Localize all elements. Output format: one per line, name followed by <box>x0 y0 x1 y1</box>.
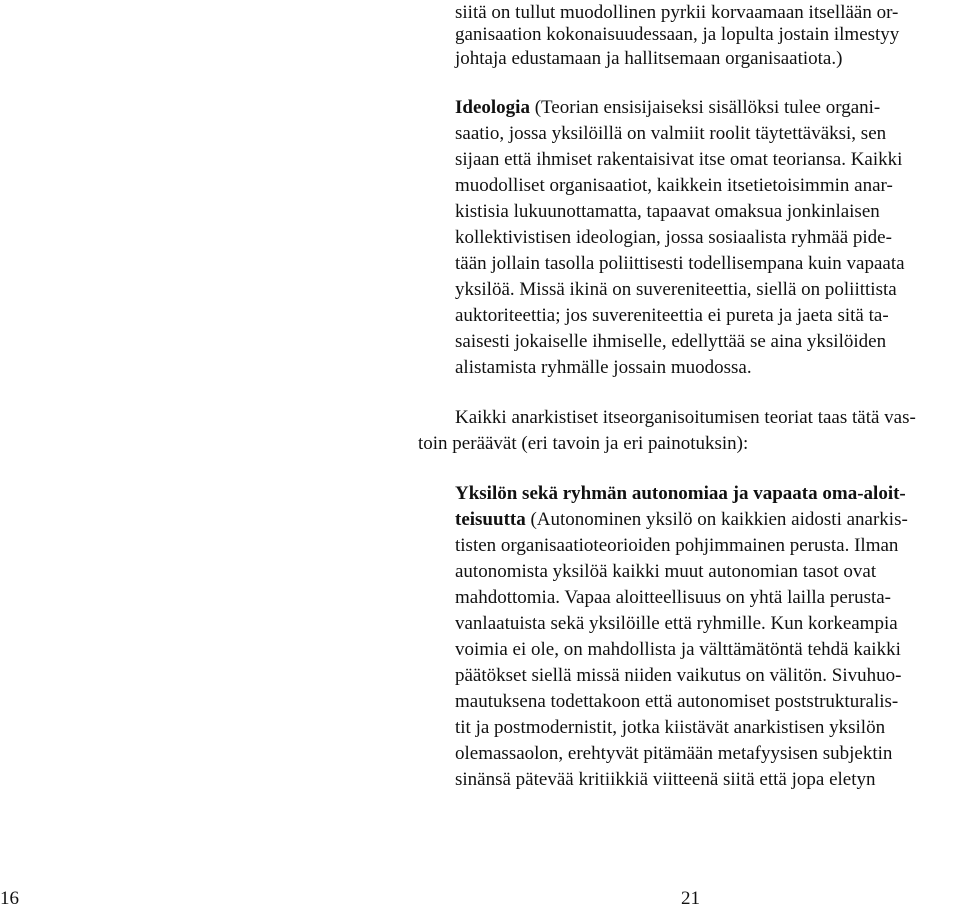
paragraph-line: saatio, jossa yksilöillä on valmiit roolit täytettäväksi, sen <box>455 123 887 144</box>
paragraph-text: (Autonominen yksilö on kaikkien aidosti anarkis- <box>525 509 908 530</box>
paragraph-line: yksilöä. Missä ikinä on suvereniteettia, siellä on poliittista <box>455 279 897 300</box>
paragraph-line <box>455 507 908 533</box>
paragraph-line: alistamista ryhmälle jossain muodossa. <box>455 357 752 378</box>
paragraph-line: saisesti jokaiselle ihmiselle, edellyttää se aina yksilöiden <box>455 331 887 352</box>
paragraph-line <box>455 95 880 121</box>
paragraph-line: muodolliset organisaatiot, kaikkein itsetietoisimmin anar- <box>455 175 893 196</box>
paragraph-line: kollektivistisen ideologian, jossa sosiaalista ryhmää pide- <box>455 227 892 248</box>
paragraph-line: auktoriteettia; jos suvereniteettia ei pureta ja jaeta sitä ta- <box>455 305 889 326</box>
paragraph-line: tään jollain tasolla poliittisesti todellisempana kuin vapaata <box>455 253 905 274</box>
paragraph-line: tit ja postmodernistit, jotka kiistävät anarkistisen yksilön <box>455 717 886 738</box>
ideologia-heading: Ideologia <box>455 97 530 118</box>
paragraph-line: johtaja edustamaan ja hallitsemaan organisaatiota.) <box>455 48 843 69</box>
paragraph-line: autonomista yksilöä kaikki muut autonomian tasot ovat <box>455 561 877 582</box>
paragraph-line: kistisia lukuunottamatta, tapaavat omaksua jonkinlaisen <box>455 201 880 222</box>
paragraph-line: sijaan että ihmiset rakentaisivat itse omat teoriansa. Kaikki <box>455 149 903 170</box>
paragraph-line: ganisaation kokonaisuudessaan, ja lopulta jostain ilmestyy <box>455 24 900 45</box>
paragraph-line: päätökset siellä missä niiden vaikutus on välitön. Sivuhuo- <box>455 665 902 686</box>
paragraph-line: olemassaolon, erehtyvät pitämään metafyysisen subjektin <box>455 743 893 764</box>
paragraph-line: sinänsä pätevää kritiikkiä viitteenä siitä että jopa eletyn <box>455 769 876 790</box>
paragraph-line: voimia ei ole, on mahdollista ja välttämätöntä tehdä kaikki <box>455 639 901 660</box>
paragraph-line: mahdottomia. Vapaa aloitteellisuus on yhtä lailla perusta- <box>455 587 892 608</box>
page-number-right: 21 <box>681 888 700 909</box>
paragraph-line: siitä on tullut muodollinen pyrkii korvaamaan itsellään or- <box>455 2 899 23</box>
paragraph-line: vanlaatuista sekä yksilöille että ryhmille. Kun korkeampia <box>455 613 898 634</box>
page-number-left: 16 <box>0 888 19 909</box>
paragraph-line: mautuksena todettakoon että autonomiset poststrukturalis- <box>455 691 899 712</box>
paragraph-line: Kaikki anarkistiset itseorganisoitumisen teoriat taas tätä vas- <box>455 407 916 428</box>
autonomia-heading-continued: teisuutta <box>455 509 526 530</box>
autonomia-heading: Yksilön sekä ryhmän autonomiaa ja vapaata oma-aloit- <box>455 483 906 504</box>
paragraph-text: (Teorian ensisijaiseksi sisällöksi tulee organi- <box>529 97 881 118</box>
paragraph-line: toin peräävät (eri tavoin ja eri painotuksin): <box>418 433 749 454</box>
paragraph-line: tisten organisaatioteorioiden pohjimmainen perusta. Ilman <box>455 535 899 556</box>
